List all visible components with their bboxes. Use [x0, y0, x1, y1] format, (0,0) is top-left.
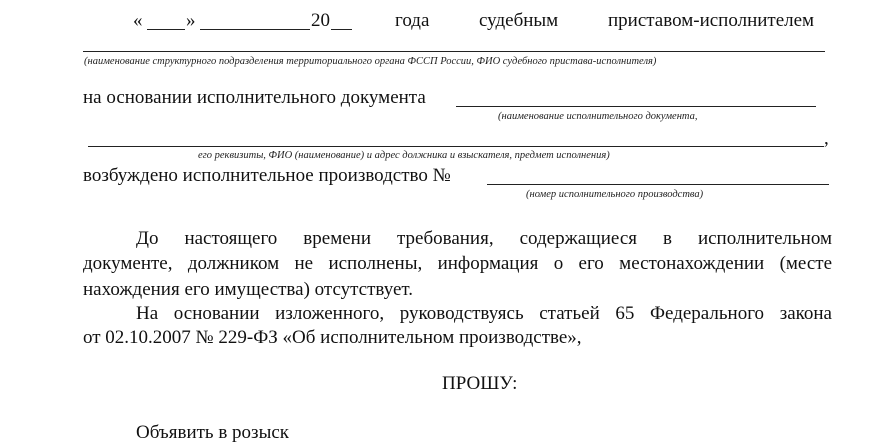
- doc-name-blank: [456, 106, 816, 107]
- paragraph-1-line-2: документе, должником не исполнены, информация о его местонахождении (месте: [83, 253, 832, 274]
- word-bailiff-1: судебным: [479, 10, 559, 31]
- request-line: Объявить в розыск: [136, 422, 289, 443]
- word-bailiff-2: приставом-исполнителем: [608, 10, 815, 31]
- proceeding-label: возбуждено исполнительное производство №: [83, 165, 451, 186]
- doc-details-blank: [88, 146, 824, 147]
- paragraph-1-line-1: До настоящего времени требования, содержащиеся в исполнительном: [136, 228, 832, 249]
- line-comma: ,: [824, 128, 829, 149]
- caption-proceeding-number: (номер исполнительного производства): [526, 189, 704, 200]
- paragraph-2-line-2: от 02.10.2007 № 229-ФЗ «Об исполнительном производстве»,: [83, 327, 582, 348]
- proceeding-number-blank: [487, 184, 829, 185]
- caption-doc-details: его реквизиты, ФИО (наименование) и адрес должника и взыскателя, предмет исполнения): [198, 150, 610, 161]
- day-blank: [147, 29, 185, 30]
- year-prefix: 20: [311, 10, 330, 31]
- quote-close: »: [186, 10, 196, 31]
- basis-label: на основании исполнительного документа: [83, 87, 426, 108]
- month-blank: [200, 29, 310, 30]
- year-blank: [331, 29, 352, 30]
- bailiff-name-blank: [83, 51, 825, 52]
- request-heading: ПРОШУ:: [442, 373, 518, 394]
- paragraph-1-line-3: нахождения его имущества) отсутствует.: [83, 279, 414, 300]
- caption-bailiff: (наименование структурного подразделения территориального органа ФССП России, ФИО судебного пристава-исполнителя): [84, 56, 657, 67]
- word-year: года: [395, 10, 430, 31]
- paragraph-2-line-1: На основании изложенного, руководствуясь статьей 65 Федерального закона: [136, 303, 832, 324]
- caption-doc-name: (наименование исполнительного документа,: [498, 111, 698, 122]
- quote-open: «: [133, 10, 143, 31]
